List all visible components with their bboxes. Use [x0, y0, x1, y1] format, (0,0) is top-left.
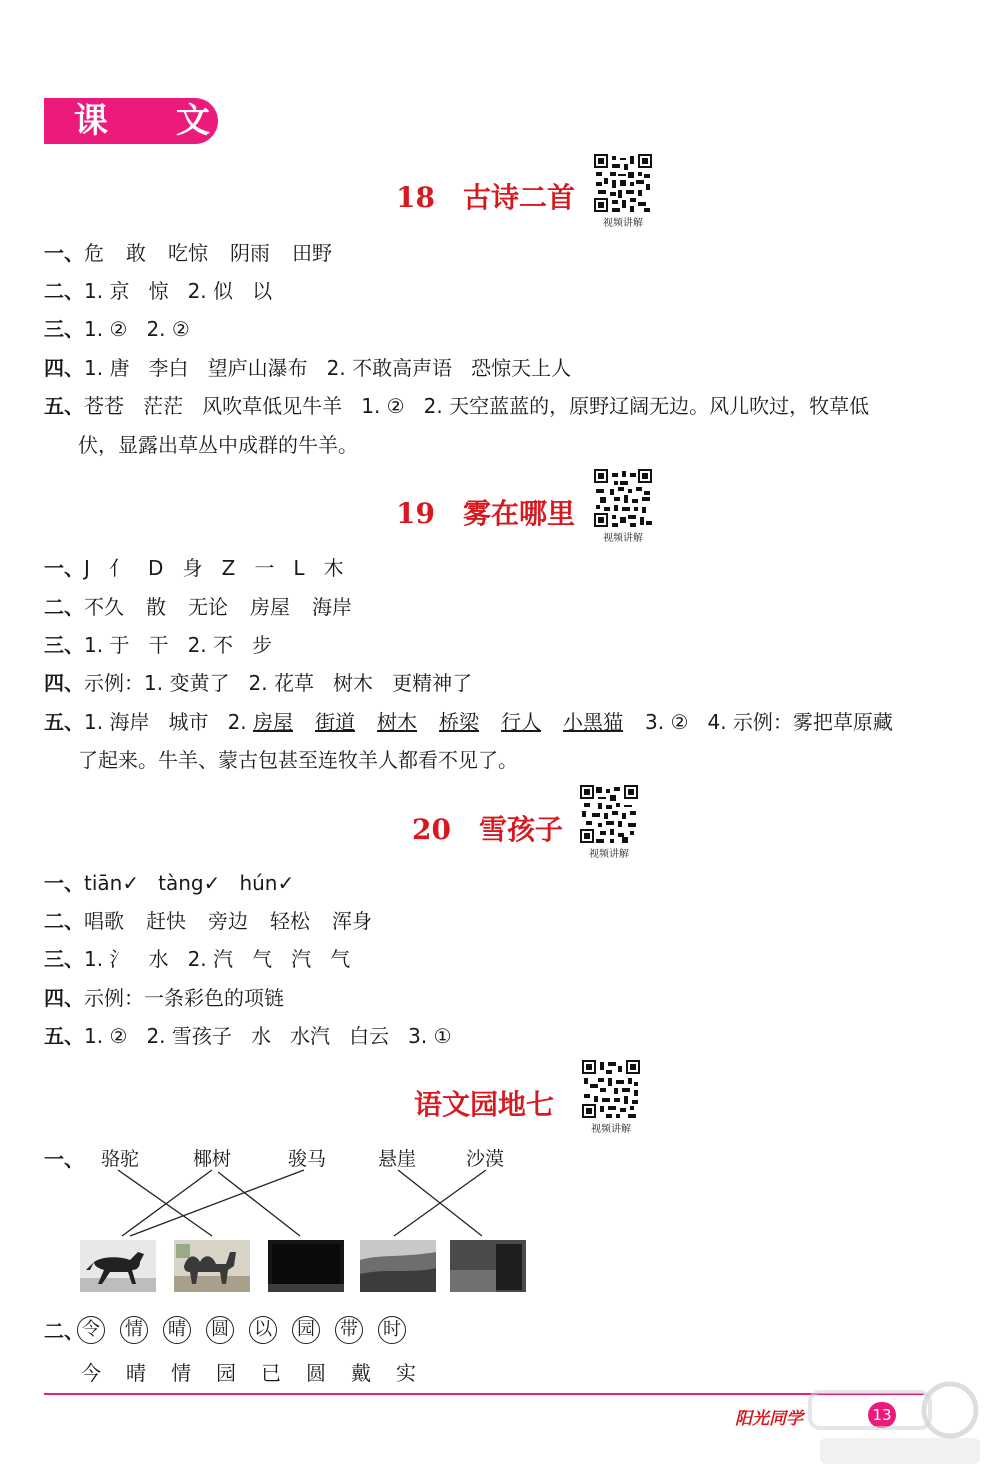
qr-code-icon [580, 785, 638, 843]
lesson-number: 18 [396, 181, 435, 214]
answer-line: 三、1. ② 2. ② [44, 317, 190, 341]
garden-title: 语文园地七 [414, 1088, 555, 1121]
answer-char: 实 [396, 1361, 416, 1385]
match-word: 悬崖 [378, 1148, 417, 1170]
answer-char: 已 [261, 1361, 281, 1385]
matching-lines [0, 1160, 600, 1240]
match-word: 骆驼 [101, 1148, 140, 1170]
answer-line: 三、1. 于 干 2. 不 步 [44, 633, 273, 657]
answer-line: 二、不久 散 无论 房屋 海岸 [44, 595, 352, 619]
camel-photo [174, 1240, 250, 1292]
circled-char: 时 [378, 1316, 406, 1344]
answer-line: 二、1. 京 惊 2. 似 以 [44, 279, 273, 303]
qr-code-18[interactable] [588, 154, 658, 229]
qr-code-icon [582, 1060, 640, 1118]
circled-char: 园 [292, 1316, 320, 1344]
question-label: 一、 [44, 1147, 84, 1171]
answer-line: 五、苍苍 茫茫 风吹草低见牛羊 1. ② 2. 天空蓝蓝的，原野辽阔无边。风儿吹过，牧草低 [44, 394, 870, 418]
match-word: 椰树 [193, 1148, 232, 1170]
answer-char: 情 [171, 1361, 191, 1385]
qr-caption: 视频讲解 [591, 1124, 631, 1135]
qr-caption: 视频讲解 [603, 533, 643, 544]
answer-char: 园 [216, 1361, 236, 1385]
answer-line: 五、1. 海岸 城市 2. 房屋 街道 树木 桥梁 行人 小黑猫 3. ② 4. 示例：雾把草原藏 [44, 710, 893, 734]
match-word: 沙漠 [466, 1148, 505, 1170]
answer-line-continued: 伏，显露出草丛中成群的牛羊。 [78, 433, 358, 457]
qr-caption: 视频讲解 [589, 849, 629, 860]
section-tag: 课 文 [44, 98, 218, 144]
qr-caption: 视频讲解 [603, 218, 643, 229]
lesson-number: 19 [396, 497, 435, 530]
circled-char: 晴 [163, 1316, 191, 1344]
qr-code-19[interactable] [588, 469, 658, 544]
answer-characters [77, 1357, 437, 1386]
lesson-number: 20 [412, 813, 451, 846]
lesson-name: 雪孩子 [478, 813, 563, 846]
qr-code-20[interactable] [574, 785, 644, 860]
answer-line: 二、唱歌 赶快 旁边 轻松 浑身 [44, 909, 372, 933]
circled-char: 带 [335, 1316, 363, 1344]
answer-char: 晴 [126, 1361, 146, 1385]
palm-photo [450, 1240, 526, 1292]
footer-divider [44, 1393, 924, 1395]
answer-char: 圆 [306, 1361, 326, 1385]
cliff-photo [268, 1240, 344, 1292]
answer-line: 四、示例：一条彩色的项链 [44, 986, 284, 1010]
circled-characters [77, 1316, 421, 1344]
answer-line: 四、1. 唐 李白 望庐山瀑布 2. 不敢高声语 恐惊天上人 [44, 356, 572, 380]
question-label: 二、 [44, 1319, 84, 1343]
desert-photo [360, 1240, 436, 1292]
answer-line-continued: 了起来。牛羊、蒙古包甚至连牧羊人都看不见了。 [78, 748, 518, 772]
circled-char: 令 [77, 1316, 105, 1344]
answer-char: 今 [81, 1361, 101, 1385]
match-word: 骏马 [288, 1148, 327, 1170]
circled-char: 情 [120, 1316, 148, 1344]
circled-char: 以 [249, 1316, 277, 1344]
answer-line: 五、1. ② 2. 雪孩子 水 水汽 白云 3. ① [44, 1024, 452, 1048]
answer-line: 一、tiān✓ tàng✓ hún✓ [44, 871, 295, 895]
answer-line: 一、危 敢 吃惊 阴雨 田野 [44, 241, 332, 265]
lesson-name: 雾在哪里 [462, 497, 575, 530]
answer-char: 戴 [351, 1361, 371, 1385]
page-number: 13 [868, 1402, 896, 1428]
horse-photo [80, 1240, 156, 1292]
brand-logo: 阳光同学 [735, 1409, 803, 1429]
lesson-title-20 [412, 808, 563, 848]
lesson-title-18 [396, 176, 575, 216]
answer-line: 三、1. 氵 水 2. 汽 气 汽 气 [44, 947, 351, 971]
lesson-name: 古诗二首 [462, 181, 575, 214]
qr-code-icon [594, 469, 652, 527]
answer-line: 一、J 亻 D 身 Z 一 L 木 [44, 556, 344, 580]
watermark-stamp [800, 1380, 990, 1470]
circled-char: 圆 [206, 1316, 234, 1344]
qr-code-garden[interactable] [576, 1060, 646, 1135]
qr-code-icon [594, 154, 652, 212]
lesson-title-19 [396, 492, 575, 532]
answer-line: 四、示例：1. 变黄了 2. 花草 树木 更精神了 [44, 671, 473, 695]
